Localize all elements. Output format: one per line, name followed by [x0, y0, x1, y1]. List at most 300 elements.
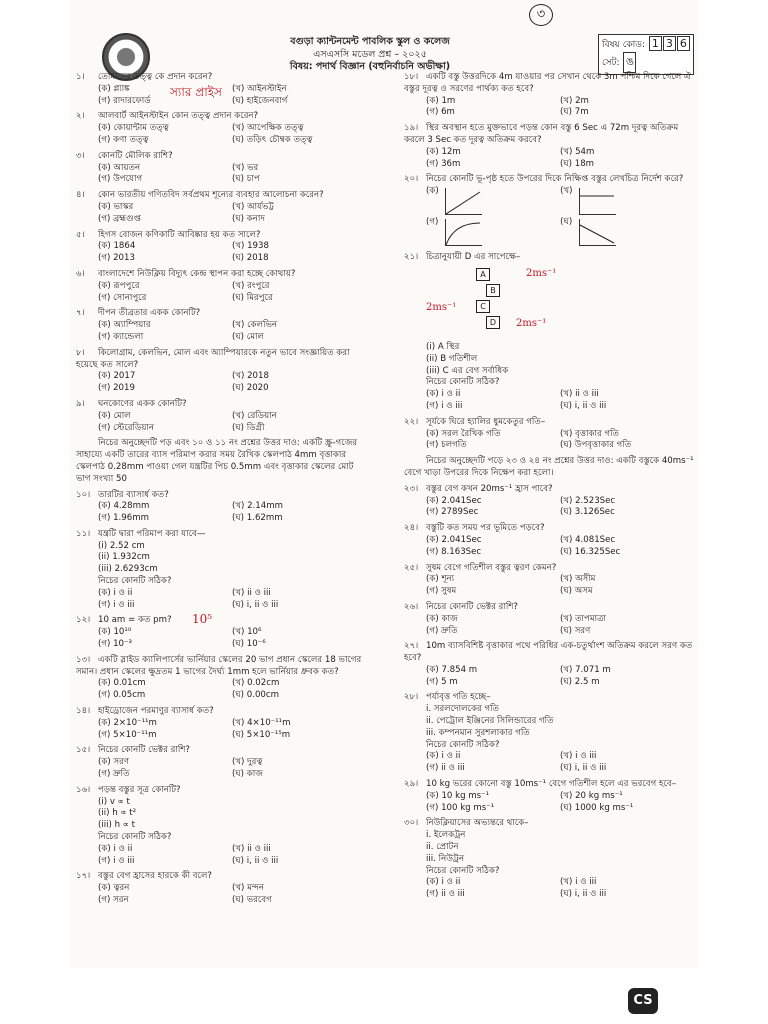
question-number: ৮। [76, 347, 85, 358]
option-grid [76, 320, 366, 344]
question-item [76, 745, 366, 780]
code-digit: 1 [649, 36, 662, 51]
answer-option: (গ) 0.05cm [98, 690, 146, 701]
option-grid [76, 411, 366, 435]
question-text [404, 174, 694, 186]
answer-option: (ক) i ও ii [426, 389, 461, 400]
question-stem: সূর্যকে ঘিরে হ্যালির ধুমকেতুর গতি– [426, 416, 546, 427]
option-grid [76, 163, 366, 187]
question-item [404, 252, 694, 413]
answer-option: (গ) কণা তত্ত্ব [98, 134, 149, 145]
question-number: ৬। [76, 268, 85, 279]
question-stem: স্থির অবস্থান হতে মুক্তভাবে পড়ন্ত কোন বস্তু 6 Sec এ 72m দূরত্ব অতিক্রম করলে 3 Sec কত দূরত্ব অতিক্রম করবে? [404, 123, 679, 145]
answer-option: (খ) মন্দন [232, 883, 264, 894]
motion-diagram [426, 268, 694, 338]
answer-option: (ক) 7.854 m [426, 664, 478, 675]
answer-option: (ঘ) মোল [232, 331, 264, 342]
question-text [404, 72, 694, 96]
code-digit: 3 [663, 36, 676, 51]
diagram-box: D [486, 316, 500, 329]
option-grid [76, 501, 366, 525]
answer-option: (খ) 0.02cm [232, 678, 280, 689]
question-stem: কিলোগ্রাম, কেলভিন, মোল এবং অ্যাম্পিয়ারকে নতুন ভাবে সংজ্ঞায়িত করা হয়েছে কত সালে? [76, 347, 350, 370]
question-item [404, 563, 694, 598]
answer-option: (খ) 10⁶ [232, 627, 262, 638]
answer-option: (ক) আয়তন [98, 162, 141, 173]
option-grid [76, 588, 366, 612]
answer-option: (খ) ভর [232, 162, 259, 173]
answer-option: (ক) অ্যাম্পিয়ার [98, 320, 151, 331]
camscanner-watermark: CS [628, 988, 658, 1014]
question-stem: 10 am = কত pm? [98, 615, 172, 626]
question-statement: (ii) 1.932cm [98, 552, 150, 563]
option-grid [76, 844, 366, 868]
question-number: ১৫। [76, 745, 91, 756]
answer-option: (গ) ii ও iii [426, 763, 465, 774]
question-text [76, 615, 366, 627]
answer-option: (গ) 8.163Sec [426, 546, 482, 557]
answer-option: (গ) 6m [426, 107, 455, 118]
question-stem: হিগস বোজন কণিকাটি আবিষ্কার হয় কত সালে? [98, 229, 261, 240]
answer-option: (ঘ) 2020 [232, 383, 269, 394]
graph-option-icon [445, 219, 482, 246]
answer-option: (গ) i ও iii [98, 599, 135, 610]
handwritten-note-q12: 10⁵ [192, 612, 213, 626]
answer-option: (ঘ) কনাদ [232, 213, 265, 224]
answer-option: (ঘ) হাইজেনবার্গ [232, 95, 288, 106]
answer-option: (ঘ) সরণ [560, 625, 591, 636]
answer-option: (ঘ) তড়িৎ চৌম্বক তত্ত্ব [232, 134, 313, 145]
answer-option: (গ) 2789Sec [426, 507, 479, 518]
question-text [404, 523, 694, 535]
question-item [404, 72, 694, 119]
answer-option: (খ) 2018 [232, 371, 269, 382]
question-number: ১৬। [76, 784, 91, 795]
subject-code-box [598, 34, 694, 75]
question-stem: দীপন তীব্রতার একক কোনটি? [98, 308, 201, 319]
answer-option: (ক) i ও ii [426, 877, 461, 888]
question-item [76, 111, 366, 146]
question-text [76, 399, 366, 411]
question-text [76, 308, 366, 320]
question-number: ২০। [404, 174, 419, 185]
question-statement: (i) v ∝ t [98, 796, 130, 807]
answer-option: (ক) 2.041Sec [426, 534, 482, 545]
option-grid [404, 147, 694, 171]
answer-option: (ঘ) [560, 217, 573, 228]
question-number: ১২। [76, 615, 91, 626]
question-text [404, 252, 694, 264]
answer-option: (ক) 2.041Sec [426, 495, 482, 506]
answer-option: (ক) 1m [426, 95, 456, 106]
answer-option: (গ) 2019 [98, 383, 135, 394]
answer-option: (ঘ) উপবৃত্তাকার গতি [560, 440, 632, 451]
code-label: বিষয় কোড: [602, 40, 645, 50]
question-item [404, 692, 694, 775]
question-item [76, 785, 366, 868]
answer-option: (ক) 0.01cm [98, 678, 146, 689]
question-stem: বস্তুটি কত সময় পর ভূমিতে পড়বে? [426, 523, 545, 534]
question-number: ২৭। [404, 641, 419, 652]
question-text [76, 348, 366, 372]
question-text [76, 490, 366, 502]
question-text [404, 692, 694, 704]
question-stem: চিত্রানুযায়ী D এর সাপেক্ষে– [426, 252, 521, 263]
answer-option: (ঘ) ডিগ্রী [232, 422, 265, 433]
question-text [404, 417, 694, 429]
answer-option: (গ) 10⁻³ [98, 639, 132, 650]
question-stem: হাইড্রোজেন পরমাণুর ব্যাসার্ধ কত? [98, 706, 214, 717]
answer-option: (খ) অসীম [560, 574, 596, 585]
question-stem: নিচের কোনটি ভেক্টর রাশি? [426, 601, 518, 612]
answer-option: (ক) প্ল্যাঙ্ক [98, 83, 130, 94]
question-item [76, 348, 366, 395]
question-item [404, 123, 694, 170]
answer-option: (ঘ) 5×10⁻¹⁵m [232, 729, 291, 740]
question-statement: ii. পেট্রোল ইঞ্জিনের সিলিন্ডারের গতি [426, 716, 554, 727]
question-statement: (i) 2.52 cm [98, 540, 145, 551]
question-text [76, 438, 366, 485]
answer-option: (খ) 7.071 m [560, 664, 611, 675]
answer-option: (ক) সরল রৈখিক গতি [426, 428, 501, 439]
answer-option: (খ) 4×10⁻¹¹m [232, 717, 291, 728]
question-text [76, 745, 366, 757]
question-number: ২৪। [404, 523, 419, 534]
question-number: ২৫। [404, 562, 419, 573]
option-grid [404, 751, 694, 775]
answer-option: (ঘ) 18m [560, 158, 595, 169]
answer-option: (খ) কেলভিন [232, 320, 277, 331]
answer-option: (খ) দুরত্ব [232, 757, 263, 768]
question-stem: তারটির ব্যাসার্ধ কত? [98, 489, 169, 500]
answer-option: (ঘ) ভরবেগ [232, 895, 272, 905]
answer-option: (খ) রেডিয়ান [232, 410, 277, 421]
question-number: ১১। [76, 528, 91, 539]
question-stem: নিচের কোনটি ভেক্টর রাশি? [98, 745, 190, 756]
question-item [76, 399, 366, 434]
option-grid [76, 241, 366, 265]
answer-option: (ঘ) 1000 kg ms⁻¹ [560, 802, 634, 813]
answer-option: (ক) শূন্য [426, 574, 455, 585]
answer-option: (খ) 20 kg ms⁻¹ [560, 790, 623, 801]
answer-option: (গ) 5 m [426, 676, 458, 687]
answer-option: (ঘ) কাজ [232, 769, 263, 780]
answer-option: (খ) 4.081Sec [560, 534, 616, 545]
option-grid [76, 281, 366, 305]
option-grid [76, 123, 366, 147]
question-number: ৭। [76, 308, 85, 319]
answer-option: (খ) আইনস্টাইন [232, 83, 287, 94]
question-text [76, 871, 366, 883]
question-item [404, 641, 694, 688]
option-grid [76, 202, 366, 226]
answer-option: (ক) ত্বরন [98, 883, 130, 894]
right-column [404, 72, 694, 905]
graph-option-icon [579, 188, 616, 215]
question-stem: বস্তুর বেগ হ্রাসের হারকে কী বলে? [98, 871, 212, 882]
question-number: ২৯। [404, 779, 419, 790]
question-item [76, 871, 366, 906]
answer-option: (গ) সুষম [426, 586, 457, 597]
option-grid [404, 496, 694, 520]
answer-option: (ক) 10¹⁰ [98, 627, 132, 638]
question-text [404, 563, 694, 575]
question-statement: (iii) C এর বেগ সর্বাধিক [426, 365, 509, 376]
question-statement: (ii) h ∝ t² [98, 808, 137, 819]
option-grid [76, 678, 366, 702]
answer-option: (ক) কোয়ান্টাম তত্ত্ব [98, 123, 169, 134]
diagram-box: C [476, 300, 490, 313]
option-grid [76, 883, 366, 907]
question-number: ১৪। [76, 706, 91, 717]
question-item [76, 190, 366, 225]
question-stem: নিউক্লিয়াসের অভ্যন্তরে থাকে– [426, 818, 529, 829]
question-statement: ii. প্রোটন [426, 842, 459, 853]
question-statement: নিচের কোনটি সঠিক? [98, 576, 172, 587]
page-number: ৩ [529, 4, 553, 26]
answer-option: (খ) 2.14mm [232, 501, 283, 512]
answer-option: (ঘ) i, ii ও iii [232, 855, 279, 866]
question-item [404, 818, 694, 901]
answer-option: (গ) সরন [98, 895, 129, 905]
question-statement: (ii) B গতিশীল [426, 353, 478, 364]
option-grid [404, 186, 694, 248]
question-stem: যন্ত্রটি দ্বারা পরিমাপ করা যাবে— [98, 528, 206, 539]
answer-option: (গ) i ও iii [98, 855, 135, 866]
answer-option: (গ) [426, 217, 439, 228]
question-number: ১৩। [76, 654, 91, 665]
question-number: ৫। [76, 229, 85, 240]
question-number: ১৮। [404, 72, 419, 82]
question-stem: পর্যাবৃত্ত গতি হচ্ছে– [426, 692, 491, 703]
option-grid [404, 665, 694, 689]
answer-option: (গ) ii ও iii [426, 889, 465, 900]
answer-option: (খ) ii ও iii [560, 389, 599, 400]
answer-option: (গ) 2013 [98, 253, 135, 264]
answer-option: (গ) 100 kg ms⁻¹ [426, 802, 495, 813]
question-statement: নিচের কোনটি সঠিক? [426, 865, 500, 876]
school-name: বগুড়া ক্যান্টনমেন্ট পাবলিক স্কুল ও কলেজ [290, 36, 450, 47]
question-statement: নিচের কোনটি সঠিক? [426, 739, 500, 750]
question-item [76, 490, 366, 525]
answer-option: (ক) 10 kg ms⁻¹ [426, 790, 490, 801]
question-stem: নিচের অনুচ্ছেদটি পড় এবং ১০ ও ১১ নং প্রশ্নের উত্তর দাও: একটি স্ক্রু-গজের সাহায্যে একটি তারের ব্যাস পরিমাপ করার সময় রৈখিক স্কেলপাঠ 4mm বৃত্তাকার স্কেলপাঠ 0.28mm পাওয়া গেল যন্ত্রটির পিচ 0.5mm এবং বৃত্তাকার স্কেলের মোট ভাগ সংখ্যা 50 [76, 438, 358, 484]
question-item [404, 174, 694, 248]
question-item [76, 615, 366, 650]
question-item [76, 655, 366, 702]
answer-option: (খ) তাপমাত্রা [560, 613, 606, 624]
graph-option-icon [445, 188, 482, 215]
answer-option: (ক) 2×10⁻¹¹m [98, 717, 157, 728]
graph-option-icon [579, 219, 616, 246]
handwritten-answer-q1: স্যার প্রাইস [170, 85, 222, 99]
answer-option: (খ) [560, 186, 573, 197]
question-number: ২১। [404, 252, 419, 263]
question-number: ১০। [76, 489, 91, 500]
set-value: ঙ [623, 52, 636, 73]
option-grid [404, 535, 694, 559]
answer-option: (গ) সোনাপুরে [98, 292, 147, 303]
option-grid [76, 757, 366, 781]
question-stem: নিচের অনুচ্ছেদটি পড়ে ২৩ ও ২৪ নং প্রশ্নের উত্তর দাও: একটি বস্তুকে 40ms⁻¹ বেগে খাড়া উপরের দিকে নিক্ষেপ করা হলো। [404, 456, 694, 478]
question-text [76, 785, 366, 797]
question-item [404, 523, 694, 558]
question-stem: কোনটি মৌলিক রাশি? [98, 150, 173, 161]
answer-option: (ঘ) i, ii ও iii [560, 889, 607, 900]
answer-option: (ক) [426, 186, 439, 197]
answer-option: (ঘ) 0.00cm [232, 690, 279, 701]
question-number: ২৮। [404, 692, 419, 703]
question-statement: i. সরলদোলকের গতি [426, 704, 499, 715]
question-text [404, 641, 694, 665]
question-item [76, 529, 366, 612]
handwritten-velocity: 2ms⁻¹ [526, 267, 557, 279]
left-column [76, 72, 366, 911]
answer-option: (ঘ) 16.325Sec [560, 546, 621, 557]
answer-option: (ক) 12m [426, 146, 461, 157]
answer-option: (খ) 54m [560, 146, 595, 157]
answer-option: (ঘ) i, ii ও iii [560, 763, 607, 774]
answer-option: (ক) i ও ii [426, 751, 461, 762]
answer-option: (ক) রূপপুরে [98, 280, 140, 291]
question-number: ২৩। [404, 483, 419, 494]
question-number: ৯। [76, 398, 85, 409]
question-text [76, 269, 366, 281]
answer-option: (গ) ব্রহ্মগুপ্ত [98, 213, 141, 224]
question-item [404, 779, 694, 814]
question-item [404, 456, 694, 480]
answer-option: (খ) বৃত্তাকার গতি [560, 428, 620, 439]
question-item [404, 602, 694, 637]
question-text [76, 151, 366, 163]
answer-option: (ক) 4.28mm [98, 501, 150, 512]
question-item [76, 438, 366, 485]
question-item [76, 230, 366, 265]
answer-option: (ক) কাজ [426, 613, 458, 624]
diagram-box: B [486, 284, 500, 297]
question-stem: একটি স্লাইড ক্যালিপার্সের ভার্নিয়ার স্কেলের 20 ভাগ প্রধান স্কেলের 18 ভাগের সমান। প্রধান স্কেলের ক্ষুদ্রতম 1 ভাগের দৈর্ঘ্য 1mm হলে ভার্নিয়ার ধ্রুবক কত? [76, 654, 362, 677]
answer-option: (খ) i ও iii [560, 751, 597, 762]
answer-option: (ঘ) i, ii ও iii [560, 400, 607, 411]
answer-option: (গ) দ্রুতি [426, 625, 458, 636]
question-text [76, 190, 366, 202]
question-stem: একটি বস্তু উত্তরদিকে 4m যাওয়ার পর সেখান থেকে 3m পশ্চিম দিকে গেলে ঐ বস্তুর দূরত্ব ও সরণের পার্থক্য কত হবে? [404, 72, 691, 94]
question-statement: (iii) 2.6293cm [98, 564, 158, 575]
answer-option: (ক) i ও ii [98, 587, 133, 598]
question-stem: সুষম বেগে গতিশীল বস্তুর ত্বরণ কেমন? [426, 562, 557, 573]
answer-option: (ক) 2017 [98, 371, 136, 382]
question-item [76, 308, 366, 343]
answer-option: (খ) আর্যভট্ট [232, 201, 274, 212]
question-stem: কোন ভারতীয় গণিতবিদ সর্বপ্রথম শূন্যের ব্যবহার আলোচনা করেন? [98, 190, 324, 201]
question-statement: (i) A স্থির [426, 341, 460, 352]
option-grid [404, 96, 694, 120]
question-statement: নিচের কোনটি সঠিক? [426, 377, 500, 388]
question-text [76, 230, 366, 242]
answer-option: (খ) 2m [560, 95, 589, 106]
answer-option: (ঘ) 3.126Sec [560, 507, 615, 518]
answer-option: (গ) রাদারফোর্ড [98, 95, 151, 106]
question-text [76, 529, 366, 541]
handwritten-velocity: 2ms⁻¹ [516, 317, 547, 329]
answer-option: (খ) 2.523Sec [560, 495, 616, 506]
option-grid [404, 791, 694, 815]
answer-option: (গ) i ও iii [426, 400, 463, 411]
answer-option: (ঘ) 10⁻⁶ [232, 639, 266, 650]
question-text [404, 456, 694, 480]
question-text [404, 123, 694, 147]
answer-option: (ঘ) 2.5 m [560, 676, 600, 687]
answer-option: (ক) সরণ [98, 757, 130, 768]
answer-option: (ঘ) i, ii ও iii [232, 599, 279, 610]
question-stem: 10 kg ভরের কোনো বস্তু 10ms⁻¹ বেগে গতিশীল হলে এর ভরবেগ হবে– [426, 779, 677, 790]
answer-option: (ক) মোল [98, 410, 131, 421]
answer-option: (খ) ii ও iii [232, 843, 271, 854]
question-item [404, 484, 694, 519]
question-text [76, 72, 366, 84]
question-stem: বস্তুর বেগ কখন 20ms⁻¹ হ্রাস পাবে? [426, 483, 553, 494]
answer-option: (গ) 5×10⁻¹¹m [98, 729, 157, 740]
answer-option: (খ) আপেক্ষিক তত্ত্ব [232, 123, 304, 134]
option-grid [404, 614, 694, 638]
question-statement: iii. কম্পনমান সুরশলাকার গতি [426, 727, 530, 738]
option-grid [404, 877, 694, 901]
question-statement: i. ইলেকট্রন [426, 830, 466, 841]
question-stem: তোমাদের তত্ত্ব কে প্রদান করেন? [98, 72, 213, 82]
question-text [76, 706, 366, 718]
answer-option: (খ) 1938 [232, 241, 269, 252]
diagram-box: A [476, 268, 490, 281]
question-text [404, 602, 694, 614]
set-label: সেট: [602, 58, 620, 68]
handwritten-velocity: 2ms⁻¹ [426, 301, 457, 313]
option-grid [404, 389, 694, 413]
option-grid [76, 627, 366, 651]
option-grid [404, 574, 694, 598]
question-statement: নিচের কোনটি সঠিক? [98, 832, 172, 843]
answer-option: (গ) 36m [426, 158, 461, 169]
answer-option: (ঘ) 1.62mm [232, 513, 283, 524]
answer-option: (ক) 1864 [98, 241, 136, 252]
question-stem: নিচের কোনটি ভূ-পৃষ্ঠ হতে উপরের দিকে নিক্ষিপ্ত বস্তুর লেখচিত্র নির্দেশ করে? [426, 174, 684, 185]
question-statement: iii. নিউট্রন [426, 853, 465, 864]
question-text [76, 655, 366, 679]
question-stem: পড়ন্ত বস্তুর সূত্র কোনটি? [98, 784, 181, 795]
question-stem: আলবার্ট আইনস্টাইন কোন তত্ত্ব প্রদান করেন? [98, 111, 259, 122]
answer-option: (খ) i ও iii [560, 877, 597, 888]
answer-option: (গ) ক্যান্ডেলা [98, 331, 144, 342]
answer-option: (ঘ) অসম [560, 586, 593, 597]
question-number: ১৯। [404, 123, 419, 134]
answer-option: (গ) দ্রুতি [98, 769, 130, 780]
question-item [76, 269, 366, 304]
question-text [404, 818, 694, 830]
answer-option: (খ) ii ও iii [232, 587, 271, 598]
question-number: ২৬। [404, 601, 419, 612]
question-text [76, 111, 366, 123]
question-text [404, 484, 694, 496]
answer-option: (ক) i ও ii [98, 843, 133, 854]
code-digit: 6 [677, 36, 690, 51]
question-number: ৩। [76, 150, 85, 161]
answer-option: (খ) রংপুরে [232, 280, 270, 291]
subject-title: বিষয়: পদার্থ বিজ্ঞান (বহুনির্বাচনি অভীক্ষা) [289, 61, 451, 72]
question-item [404, 417, 694, 452]
question-item [76, 706, 366, 741]
answer-option: (ক) ভাস্কর [98, 201, 134, 212]
option-grid [76, 718, 366, 742]
question-number: ৩০। [404, 818, 419, 829]
